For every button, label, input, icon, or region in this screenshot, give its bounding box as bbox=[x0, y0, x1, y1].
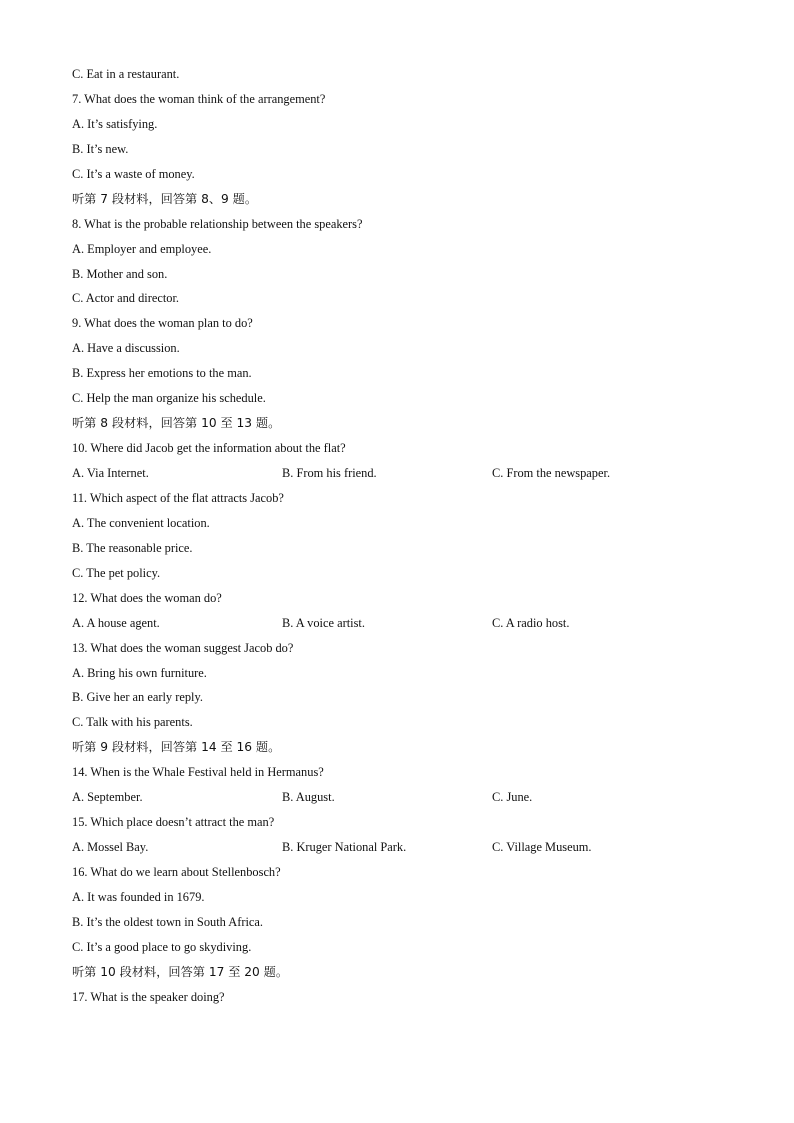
text-line: B. The reasonable price. bbox=[72, 540, 193, 555]
text-line: 7. What does the woman think of the arrangement? bbox=[72, 91, 326, 106]
text-line: A. It was founded in 1679. bbox=[72, 889, 205, 904]
answer-option: A. September. bbox=[72, 790, 143, 805]
text-line: 16. What do we learn about Stellenbosch? bbox=[72, 865, 281, 879]
text-line: A. The convenient location. bbox=[72, 515, 210, 530]
text-line: 10. Where did Jacob get the information about the flat? bbox=[72, 441, 346, 456]
answer-option: B. Kruger National Park. bbox=[282, 840, 407, 855]
text-line: 8. What is the probable relationship between the speakers? bbox=[72, 216, 363, 231]
section-instruction: 听第 8 段材料，回答第 10 至 13 题。 bbox=[72, 416, 281, 431]
answer-option: A. Mossel Bay. bbox=[72, 840, 149, 855]
text-line: B. It’s new. bbox=[72, 141, 129, 156]
text-line: B. Express her emotions to the man. bbox=[72, 366, 252, 381]
answer-options-row bbox=[72, 611, 732, 636]
exam-page-content bbox=[72, 62, 732, 1010]
answer-option: B. From his friend. bbox=[282, 466, 377, 480]
section-instruction: 听第 9 段材料，回答第 14 至 16 题。 bbox=[72, 740, 281, 755]
text-line: 14. When is the Whale Festival held in Hermanus? bbox=[72, 765, 324, 780]
answer-option: C. From the newspaper. bbox=[492, 466, 611, 480]
answer-option: C. A radio host. bbox=[492, 615, 570, 630]
text-line: B. Give her an early reply. bbox=[72, 690, 203, 705]
text-line: A. Have a discussion. bbox=[72, 341, 180, 356]
text-line: C. Talk with his parents. bbox=[72, 715, 193, 730]
text-line: C. Help the man organize his schedule. bbox=[72, 391, 266, 406]
answer-options-row bbox=[72, 785, 732, 810]
section-instruction: 听第 7 段材料，回答第 8、9 题。 bbox=[72, 191, 258, 206]
text-line: 12. What does the woman do? bbox=[72, 590, 222, 605]
answer-option: B. A voice artist. bbox=[282, 615, 365, 630]
answer-option: B. August. bbox=[282, 790, 335, 805]
text-line: C. Eat in a restaurant. bbox=[72, 67, 180, 81]
text-line: B. Mother and son. bbox=[72, 266, 168, 281]
text-line: C. The pet policy. bbox=[72, 565, 161, 580]
text-line: 9. What does the woman plan to do? bbox=[72, 316, 253, 331]
section-instruction: 听第 10 段材料，回答第 17 至 20 题。 bbox=[72, 964, 289, 979]
answer-option: C. June. bbox=[492, 790, 533, 805]
text-line: C. It’s a good place to go skydiving. bbox=[72, 939, 252, 954]
text-line: C. It’s a waste of money. bbox=[72, 166, 195, 181]
text-line: B. It’s the oldest town in South Africa. bbox=[72, 914, 264, 929]
answer-options-row bbox=[72, 461, 732, 486]
text-line: A. Employer and employee. bbox=[72, 241, 212, 256]
answer-option: A. A house agent. bbox=[72, 615, 160, 630]
text-line: 13. What does the woman suggest Jacob do? bbox=[72, 640, 294, 655]
text-line: A. Bring his own furniture. bbox=[72, 665, 207, 680]
answer-option: C. Village Museum. bbox=[492, 840, 592, 855]
text-line: C. Actor and director. bbox=[72, 291, 180, 306]
answer-options-row bbox=[72, 835, 732, 860]
text-line: 17. What is the speaker doing? bbox=[72, 989, 225, 1004]
text-line: 15. Which place doesn’t attract the man? bbox=[72, 815, 275, 830]
text-line: 11. Which aspect of the flat attracts Jacob? bbox=[72, 490, 284, 505]
answer-option: A. Via Internet. bbox=[72, 466, 149, 480]
text-line: A. It’s satisfying. bbox=[72, 116, 158, 131]
